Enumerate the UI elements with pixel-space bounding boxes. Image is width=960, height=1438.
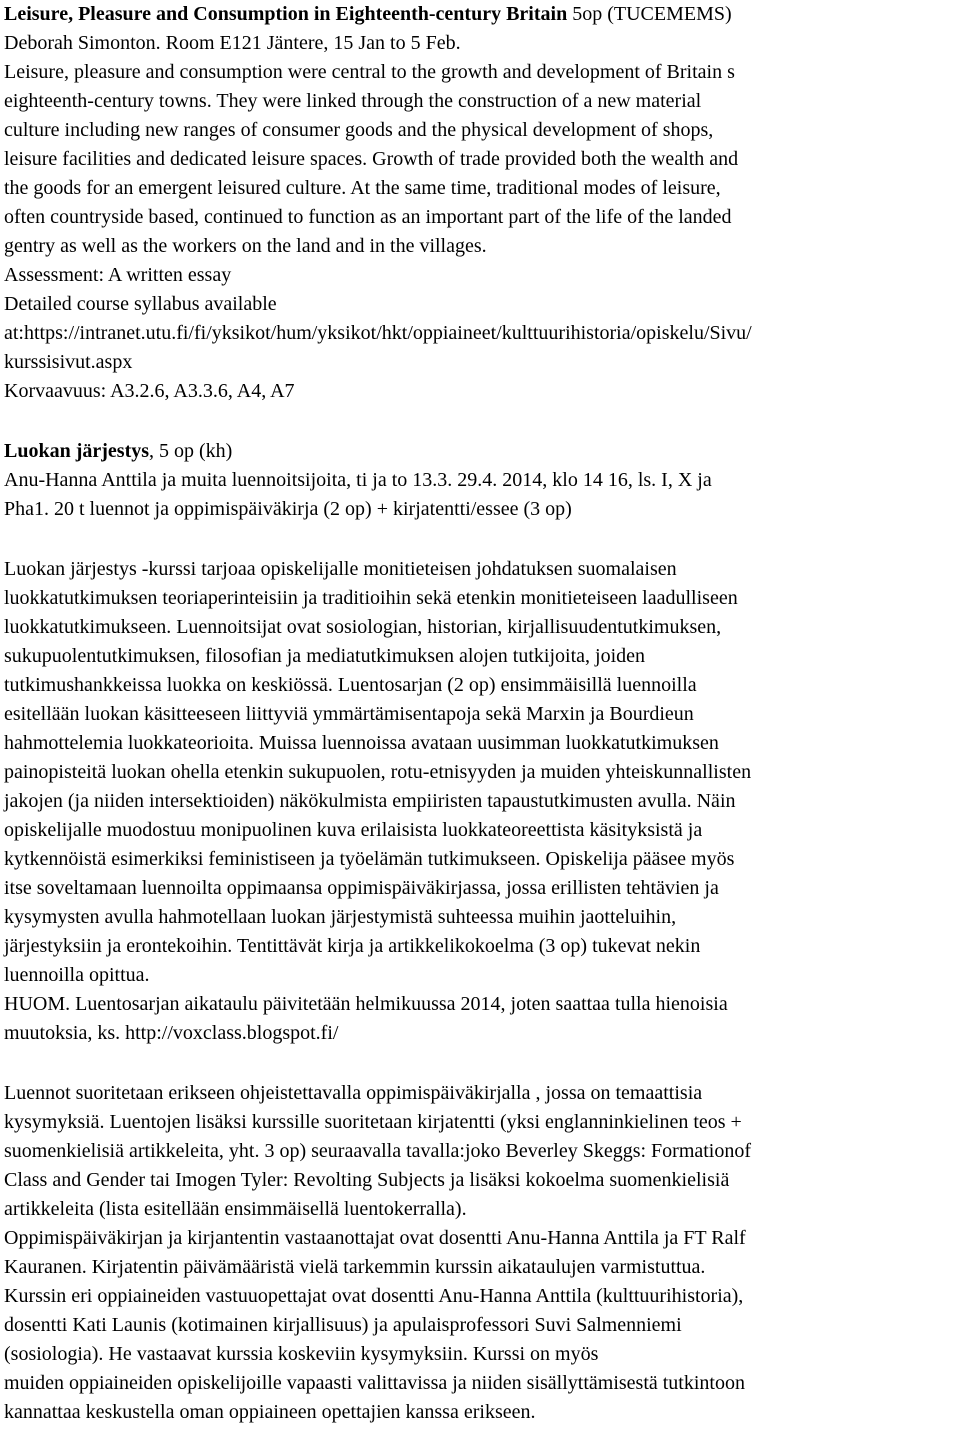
course1-equivalence: Korvaavuus: A3.2.6, A3.3.6, A4, A7 [4,380,295,402]
course1-desc-line: often countryside based, continued to function as an important part of the life of the landed [4,206,732,228]
course1-title: Leisure, Pleasure and Consumption in Eighteenth-century Britain [4,3,568,25]
course2-desc-line: tutkimushankkeissa luokka on keskiössä. Luentosarjan (2 op) ensimmäisillä luennoilla [4,674,697,696]
course1-syllabus: Detailed course syllabus available [4,293,277,315]
course2-details-line: Luennot suoritetaan erikseen ohjeistettavalla oppimispäiväkirjalla , jossa on temaattisia [4,1082,703,1104]
course1-desc-line: culture including new ranges of consumer goods and the physical development of shops, [4,119,714,141]
course1-desc-line: gentry as well as the workers on the land and in the villages. [4,235,487,257]
course2-note-link[interactable]: muutoksia, ks. http://voxclass.blogspot.fi/ [4,1022,339,1044]
course1-syllabus-link-cont[interactable]: kurssisivut.aspx [4,351,133,373]
course2-desc-line: sukupuolentutkimuksen, filosofian ja mediatutkimuksen alojen tutkijoita, joiden [4,645,646,667]
course1-teacher: Deborah Simonton. Room E121 Jäntere, 15 Jan to 5 Feb. [4,32,461,54]
course2-title: Luokan järjestys [4,440,150,462]
course2-note: HUOM. Luentosarjan aikataulu päivitetään helmikuussa 2014, joten saattaa tulla hienoisia [4,993,728,1015]
course2-details-line: Oppimispäiväkirjan ja kirjantentin vastaanottajat ovat dosentti Anu-Hanna Anttila ja FT Ralf [4,1227,746,1249]
course1-syllabus-link[interactable]: at:https://intranet.utu.fi/fi/yksikot/hum/yksikot/hkt/oppiaineet/kulttuurihistoria/opiskelu/Sivu/ [4,322,752,344]
course1-desc-line: the goods for an emergent leisured culture. At the same time, traditional modes of leisure, [4,177,721,199]
course1-desc-line: eighteenth-century towns. They were linked through the construction of a new material [4,90,702,112]
course2-details-line: artikkeleita (lista esitellään ensimmäisellä luentokerralla). [4,1198,467,1220]
course2-desc-line: järjestyksiin ja erontekoihin. Tentittävät kirja ja artikkelikokoelma (3 op) tukevat nekin [4,935,701,957]
course2-desc-line: hahmottelemia luokkateorioita. Muissa luennoissa avataan uusimman luokkatutkimuksen [4,732,719,754]
course2-desc-line: luokkatutkimukseen. Luennoitsijat ovat sosiologian, historian, kirjallisuudentutkimuksen, [4,616,722,638]
course2-details-line: (sosiologia). He vastaavat kurssia koskeviin kysymyksiin. Kurssi on myös [4,1343,599,1365]
course2-desc-line: painopisteitä luokan ohella etenkin sukupuolen, rotu-etnisyyden ja muiden yhteiskunnallisten [4,761,752,783]
course2-details-line: kannattaa keskustella oman oppiaineen opettajien kanssa erikseen. [4,1401,536,1423]
course2-desc-line: esitellään luokan käsitteeseen liittyviä ymmärtämisentapoja sekä Marxin ja Bourdieun [4,703,694,725]
course2-details-line: suomenkielisiä artikkeleita, yht. 3 op) seuraavalla tavalla:joko Beverley Skeggs: Formationof [4,1140,752,1162]
course2-desc-line: luennoilla opittua. [4,964,150,986]
course2-desc-line: kysymysten avulla hahmotellaan luokan järjestymistä suhteessa muihin jaotteluihin, [4,906,677,928]
course2-heading [4,437,232,466]
course2-desc-line: itse soveltamaan luennoilta oppimaansa oppimispäiväkirjassa, jossa erillisten tehtävien ja [4,877,719,899]
course1-desc-line: Leisure, pleasure and consumption were central to the growth and development of Britain s [4,61,735,83]
course2-teacher-line: Pha1. 20 t luennot ja oppimispäiväkirja (2 op) + kirjatentti/essee (3 op) [4,498,572,520]
course2-details-line: Class and Gender tai Imogen Tyler: Revolting Subjects ja lisäksi kokoelma suomenkielisiä [4,1169,730,1191]
course2-desc-line: kytkennöistä esimerkiksi feministiseen ja työelämän tutkimukseen. Opiskelija pääsee myös [4,848,735,870]
course1-assessment: Assessment: A written essay [4,264,232,286]
course1-desc-line: leisure facilities and dedicated leisure spaces. Growth of trade provided both the wealth and [4,148,739,170]
course2-credits: , 5 op (kh) [149,440,233,462]
course1-heading [4,0,732,29]
course2-details-line: dosentti Kati Launis (kotimainen kirjallisuus) ja apulaisprofessori Suvi Salmenniemi [4,1314,682,1336]
course2-desc-line: luokkatutkimuksen teoriaperinteisiin ja traditioihin sekä etenkin monitieteiseen laadulliseen [4,587,738,609]
course2-details-line: muiden oppiaineiden opiskelijoille vapaasti valittavissa ja niiden sisällyttämisestä tutkintoon [4,1372,745,1394]
course2-teacher-line: Anu-Hanna Anttila ja muita luennoitsijoita, ti ja to 13.3. 29.4. 2014, klo 14 16, ls. I, X ja [4,469,712,491]
course1-credits: 5op (TUCEMEMS) [567,3,732,25]
course2-desc-line: jakojen (ja niiden intersektioiden) näkökulmista empiiristen tapaustutkimusten avulla. Näin [4,790,736,812]
course2-details-line: Kauranen. Kirjatentin päivämääristä vielä tarkemmin kurssin aikataulujen varmistuttua. [4,1256,706,1278]
course2-details-line: kysymyksiä. Luentojen lisäksi kurssille suoritetaan kirjatentti (yksi englanninkielinen teos + [4,1111,742,1133]
course2-desc-line: Luokan järjestys -kurssi tarjoaa opiskelijalle monitieteisen johdatuksen suomalaisen [4,558,677,580]
course2-details-line: Kurssin eri oppiaineiden vastuuopettajat ovat dosentti Anu-Hanna Anttila (kulttuurihistoria), [4,1285,744,1307]
course2-desc-line: opiskelijalle muodostuu monipuolinen kuva erilaisista luokkateoreettista käsityksistä ja [4,819,703,841]
